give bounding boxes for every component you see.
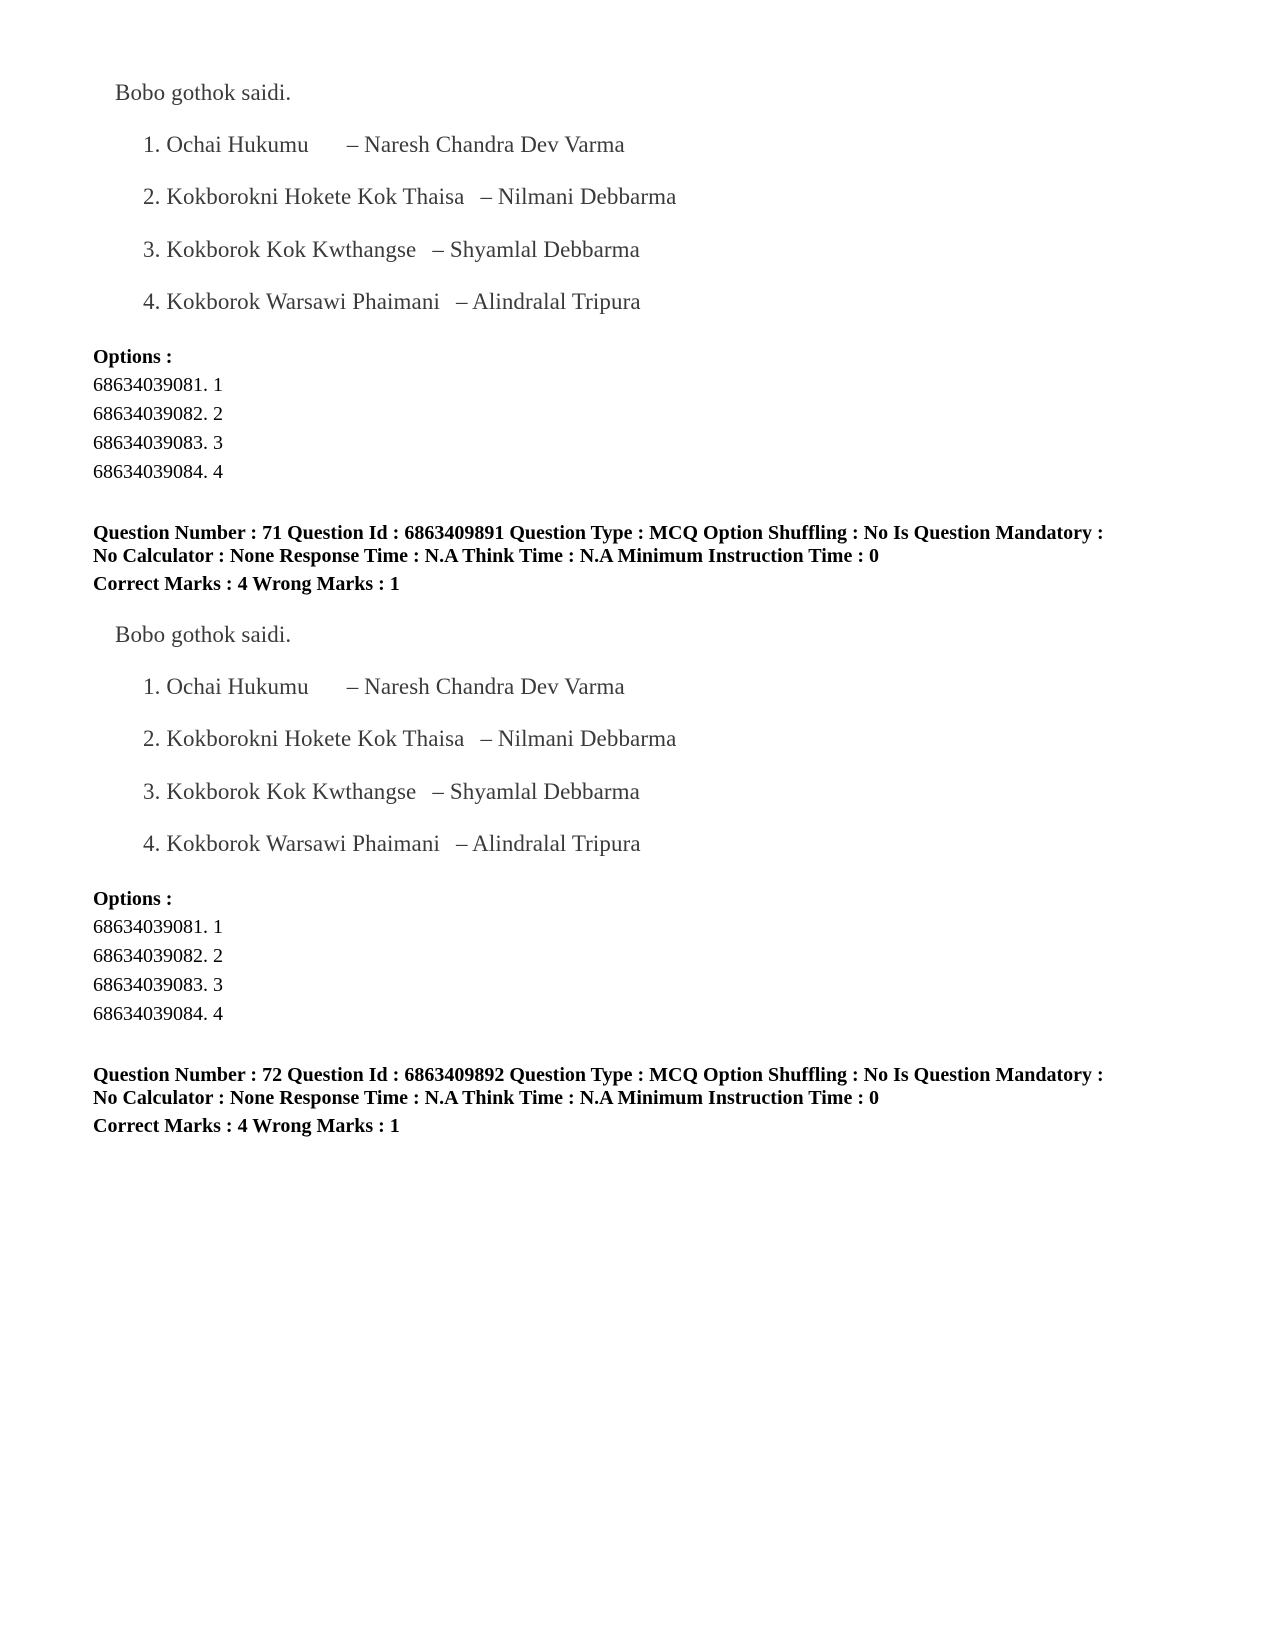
option-2: 68634039082. 2 (93, 945, 223, 967)
book-title: Ochai Hukumu (166, 132, 309, 157)
item-number: 1. (143, 132, 161, 157)
book-author: – Alindralal Tripura (455, 831, 641, 856)
book-author: – Naresh Chandra Dev Varma (346, 132, 625, 157)
option-4: 68634039084. 4 (93, 461, 223, 483)
book-author: – Naresh Chandra Dev Varma (346, 674, 625, 699)
item-number: 1. (143, 674, 161, 699)
option-1: 68634039081. 1 (93, 374, 223, 396)
question-meta-line-2: No Calculator : None Response Time : N.A Think Time : N.A Minimum Instruction Time : 0 (93, 545, 879, 567)
book-title: Kokborokni Hokete Kok Thaisa (166, 184, 465, 209)
option-4: 68634039084. 4 (93, 1003, 223, 1025)
question-image-71 (115, 622, 755, 862)
book-author: – Nilmani Debbarma (480, 184, 677, 209)
item-number: 2. (143, 184, 161, 209)
book-author: – Shyamlal Debbarma (432, 237, 640, 262)
question-meta-line-1: Question Number : 72 Question Id : 6863409892 Question Type : MCQ Option Shuffling : No Is Question Mandatory : (93, 1064, 1104, 1086)
book-title: Kokborok Kok Kwthangse (166, 237, 417, 262)
item-number: 3. (143, 779, 161, 804)
options-label: Options : (93, 346, 173, 368)
question-marks: Correct Marks : 4 Wrong Marks : 1 (93, 573, 400, 595)
option-3: 68634039083. 3 (93, 432, 223, 454)
list-item (143, 184, 676, 210)
question-stem: Bobo gothok saidi. (115, 80, 292, 105)
list-item (143, 779, 640, 805)
list-item (143, 132, 625, 158)
question-marks: Correct Marks : 4 Wrong Marks : 1 (93, 1115, 400, 1137)
item-number: 4. (143, 831, 161, 856)
book-title: Kokborok Warsawi Phaimani (166, 831, 440, 856)
book-author: – Alindralal Tripura (455, 289, 641, 314)
item-number: 4. (143, 289, 161, 314)
list-item (143, 726, 676, 752)
item-number: 3. (143, 237, 161, 262)
question-meta-line-2: No Calculator : None Response Time : N.A Think Time : N.A Minimum Instruction Time : 0 (93, 1087, 879, 1109)
question-header-71 (93, 522, 1193, 596)
book-author: – Shyamlal Debbarma (432, 779, 640, 804)
book-title: Kokborok Kok Kwthangse (166, 779, 417, 804)
item-number: 2. (143, 726, 161, 751)
options-list (93, 343, 223, 487)
question-header-72 (93, 1064, 1193, 1138)
book-title: Ochai Hukumu (166, 674, 309, 699)
list-item (143, 237, 640, 263)
list-item (143, 674, 625, 700)
option-3: 68634039083. 3 (93, 974, 223, 996)
options-label: Options : (93, 888, 173, 910)
question-meta-line-1: Question Number : 71 Question Id : 6863409891 Question Type : MCQ Option Shuffling : No Is Question Mandatory : (93, 522, 1104, 544)
option-1: 68634039081. 1 (93, 916, 223, 938)
list-item (143, 289, 641, 315)
book-author: – Nilmani Debbarma (480, 726, 677, 751)
list-item (143, 831, 641, 857)
options-list (93, 885, 223, 1029)
option-2: 68634039082. 2 (93, 403, 223, 425)
question-image-70 (115, 80, 755, 320)
book-title: Kokborokni Hokete Kok Thaisa (166, 726, 465, 751)
question-stem: Bobo gothok saidi. (115, 622, 292, 647)
book-title: Kokborok Warsawi Phaimani (166, 289, 440, 314)
